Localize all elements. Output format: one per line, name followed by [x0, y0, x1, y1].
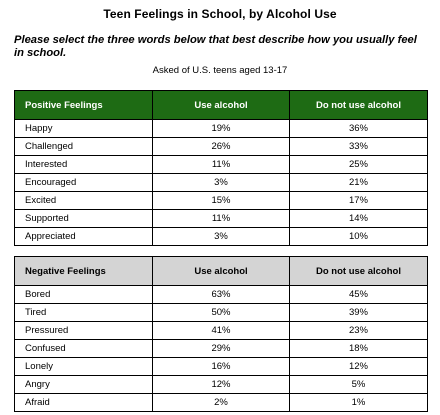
use-alcohol-value: 29% — [153, 340, 290, 358]
table-row — [15, 358, 428, 376]
table-row — [15, 138, 428, 156]
feeling-label: Happy — [15, 120, 153, 138]
table-row — [15, 286, 428, 304]
survey-audience: Asked of U.S. teens aged 13-17 — [152, 65, 288, 76]
use-alcohol-value: 15% — [153, 192, 290, 210]
table-row — [15, 210, 428, 228]
negative-feelings-table — [14, 256, 428, 412]
table-row — [15, 228, 428, 246]
feeling-label: Tired — [15, 304, 153, 322]
table-row — [15, 156, 428, 174]
no-alcohol-value: 1% — [290, 394, 428, 412]
column-header-feeling: Positive Feelings — [15, 91, 153, 120]
no-alcohol-value: 39% — [290, 304, 428, 322]
feeling-label: Interested — [15, 156, 153, 174]
page-title: Teen Feelings in School, by Alcohol Use — [103, 7, 337, 21]
feeling-label: Challenged — [15, 138, 153, 156]
no-alcohol-value: 25% — [290, 156, 428, 174]
no-alcohol-value: 36% — [290, 120, 428, 138]
no-alcohol-value: 33% — [290, 138, 428, 156]
use-alcohol-value: 3% — [153, 228, 290, 246]
survey-question: Please select the three words below that best describe how you usually feel in school. — [14, 34, 417, 59]
use-alcohol-value: 2% — [153, 394, 290, 412]
no-alcohol-value: 45% — [290, 286, 428, 304]
table-row — [15, 340, 428, 358]
use-alcohol-value: 11% — [153, 210, 290, 228]
no-alcohol-value: 21% — [290, 174, 428, 192]
column-header-use-alcohol: Use alcohol — [153, 257, 290, 286]
feeling-label: Encouraged — [15, 174, 153, 192]
table-row — [15, 394, 428, 412]
use-alcohol-value: 12% — [153, 376, 290, 394]
feeling-label: Supported — [15, 210, 153, 228]
column-header-use-alcohol: Use alcohol — [153, 91, 290, 120]
no-alcohol-value: 12% — [290, 358, 428, 376]
feeling-label: Pressured — [15, 322, 153, 340]
table-header-row — [15, 91, 428, 120]
no-alcohol-value: 23% — [290, 322, 428, 340]
table-row — [15, 192, 428, 210]
use-alcohol-value: 19% — [153, 120, 290, 138]
use-alcohol-value: 26% — [153, 138, 290, 156]
use-alcohol-value: 3% — [153, 174, 290, 192]
feeling-label: Confused — [15, 340, 153, 358]
no-alcohol-value: 17% — [290, 192, 428, 210]
use-alcohol-value: 16% — [153, 358, 290, 376]
table-row — [15, 304, 428, 322]
use-alcohol-value: 11% — [153, 156, 290, 174]
feeling-label: Excited — [15, 192, 153, 210]
feeling-label: Lonely — [15, 358, 153, 376]
no-alcohol-value: 18% — [290, 340, 428, 358]
table-row — [15, 376, 428, 394]
no-alcohol-value: 10% — [290, 228, 428, 246]
table-header-row — [15, 257, 428, 286]
use-alcohol-value: 63% — [153, 286, 290, 304]
use-alcohol-value: 41% — [153, 322, 290, 340]
use-alcohol-value: 50% — [153, 304, 290, 322]
feeling-label: Appreciated — [15, 228, 153, 246]
column-header-no-alcohol: Do not use alcohol — [290, 257, 428, 286]
feeling-label: Angry — [15, 376, 153, 394]
no-alcohol-value: 5% — [290, 376, 428, 394]
no-alcohol-value: 14% — [290, 210, 428, 228]
positive-feelings-table — [14, 90, 428, 246]
column-header-no-alcohol: Do not use alcohol — [290, 91, 428, 120]
table-row — [15, 174, 428, 192]
feeling-label: Afraid — [15, 394, 153, 412]
feeling-label: Bored — [15, 286, 153, 304]
column-header-feeling: Negative Feelings — [15, 257, 153, 286]
table-row — [15, 322, 428, 340]
table-row — [15, 120, 428, 138]
